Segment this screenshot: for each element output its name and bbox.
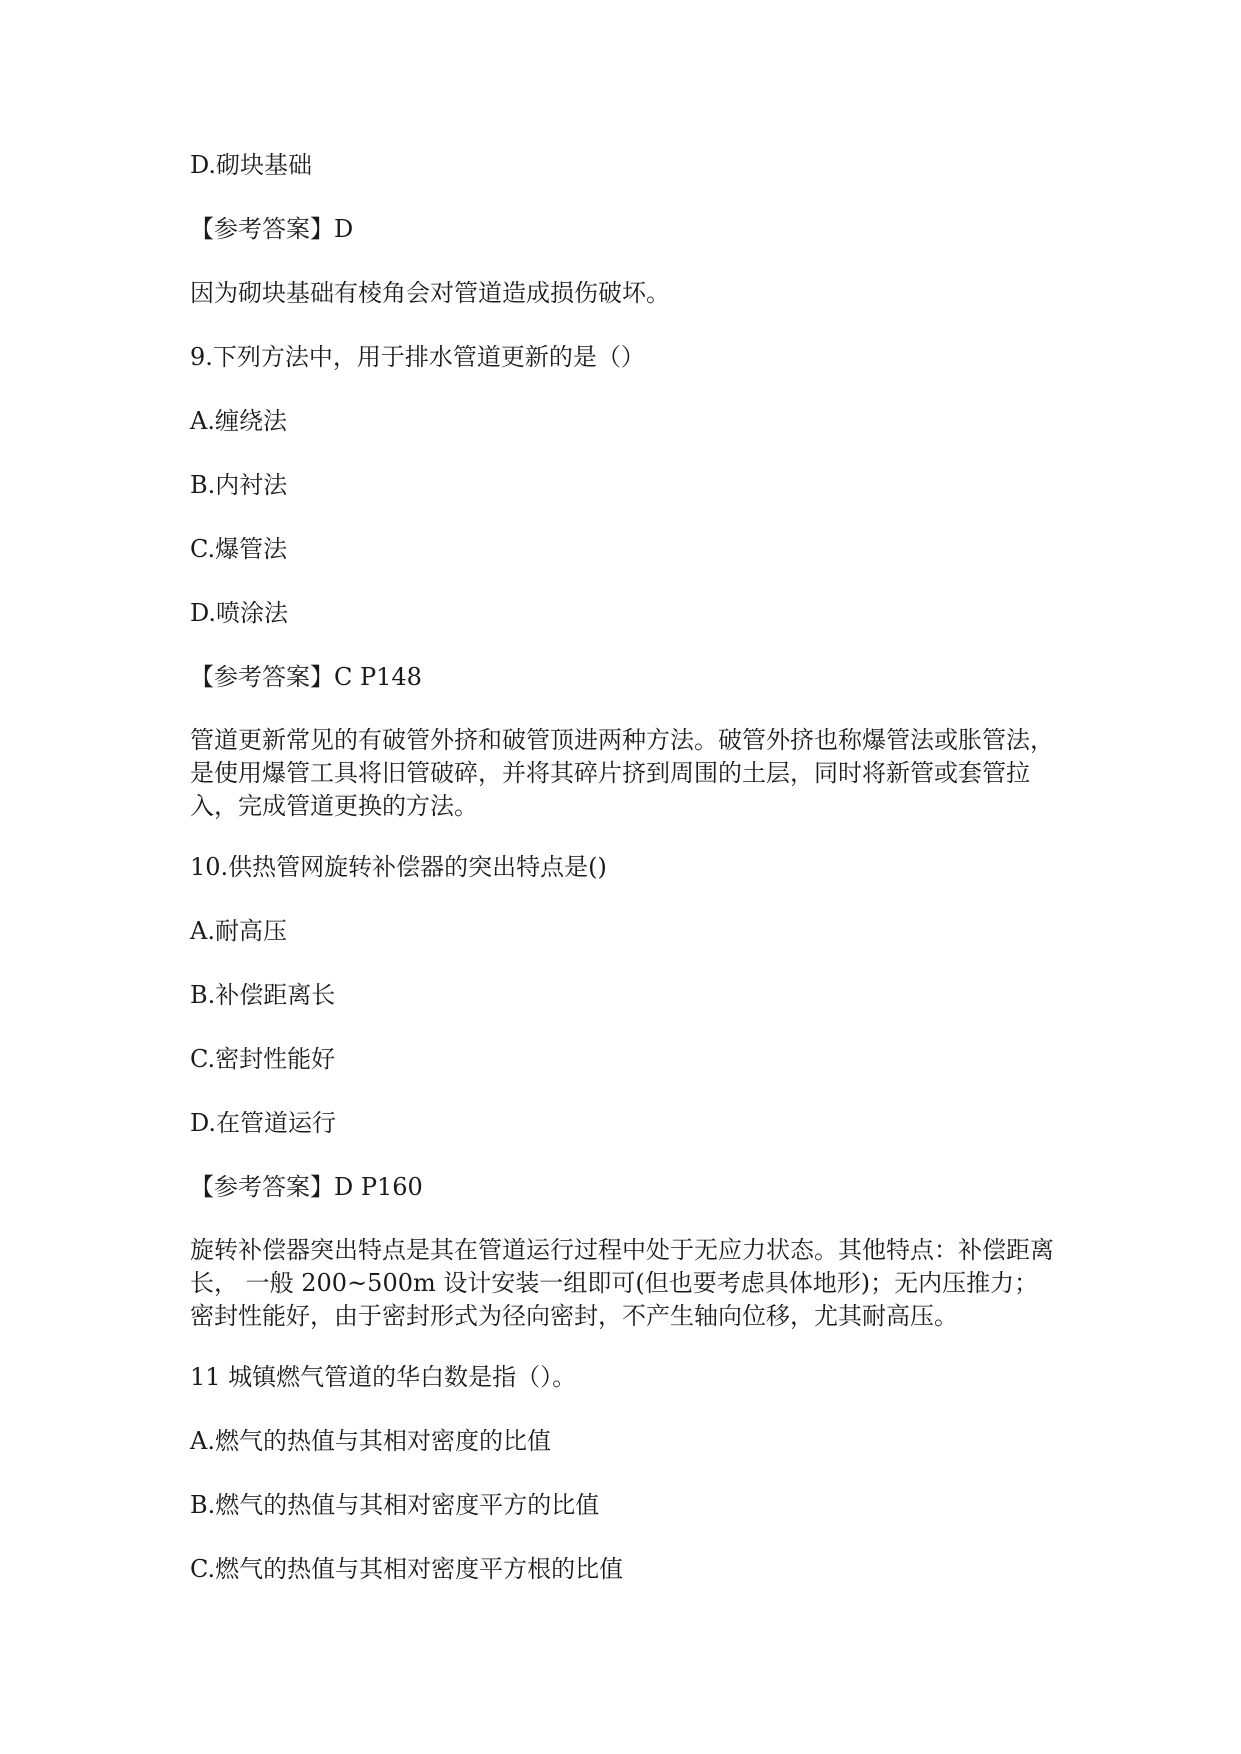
answer-q10: 【参考答案】D P160 xyxy=(190,1173,423,1201)
option-c-q11: C.燃气的热值与其相对密度平方根的比值 xyxy=(190,1555,624,1583)
option-d-q10: D.在管道运行 xyxy=(190,1109,337,1137)
option-c-q10: C.密封性能好 xyxy=(190,1045,336,1073)
option-c-q9: C.爆管法 xyxy=(190,535,288,563)
question-11: 11 城镇燃气管道的华白数是指（）。 xyxy=(190,1363,577,1391)
answer-q9: 【参考答案】C P148 xyxy=(190,663,422,691)
option-b-q10: B.补偿距离长 xyxy=(190,981,336,1009)
option-a-q9: A.缠绕法 xyxy=(190,407,287,435)
explanation-q8: 因为砌块基础有棱角会对管道造成损伤破坏。 xyxy=(190,279,670,307)
question-9: 9.下列方法中，用于排水管道更新的是（） xyxy=(190,343,645,371)
answer-q8: 【参考答案】D xyxy=(190,215,354,243)
option-a-q10: A.耐高压 xyxy=(190,917,287,945)
explanation-q10: 旋转补偿器突出特点是其在管道运行过程中处于无应力状态。其他特点：补偿距离长， 一般 200~500m 设计安装一组即可(但也要考虑具体地形)；无内压推力；密封性能好，由于密封形式为径向密封，不产生轴向位移，尤其耐高压。 xyxy=(190,1236,1054,1330)
option-d-q8: D.砌块基础 xyxy=(190,151,313,179)
option-b-q11: B.燃气的热值与其相对密度平方的比值 xyxy=(190,1491,600,1519)
option-a-q11: A.燃气的热值与其相对密度的比值 xyxy=(190,1427,551,1455)
question-10: 10.供热管网旋转补偿器的突出特点是() xyxy=(190,853,607,881)
explanation-q9: 管道更新常见的有破管外挤和破管顶进两种方法。破管外挤也称爆管法或胀管法，是使用爆管工具将旧管破碎，并将其碎片挤到周围的土层，同时将新管或套管拉入，完成管道更换的方法。 xyxy=(190,726,1054,820)
option-d-q9: D.喷涂法 xyxy=(190,599,289,627)
option-b-q9: B.内衬法 xyxy=(190,471,288,499)
